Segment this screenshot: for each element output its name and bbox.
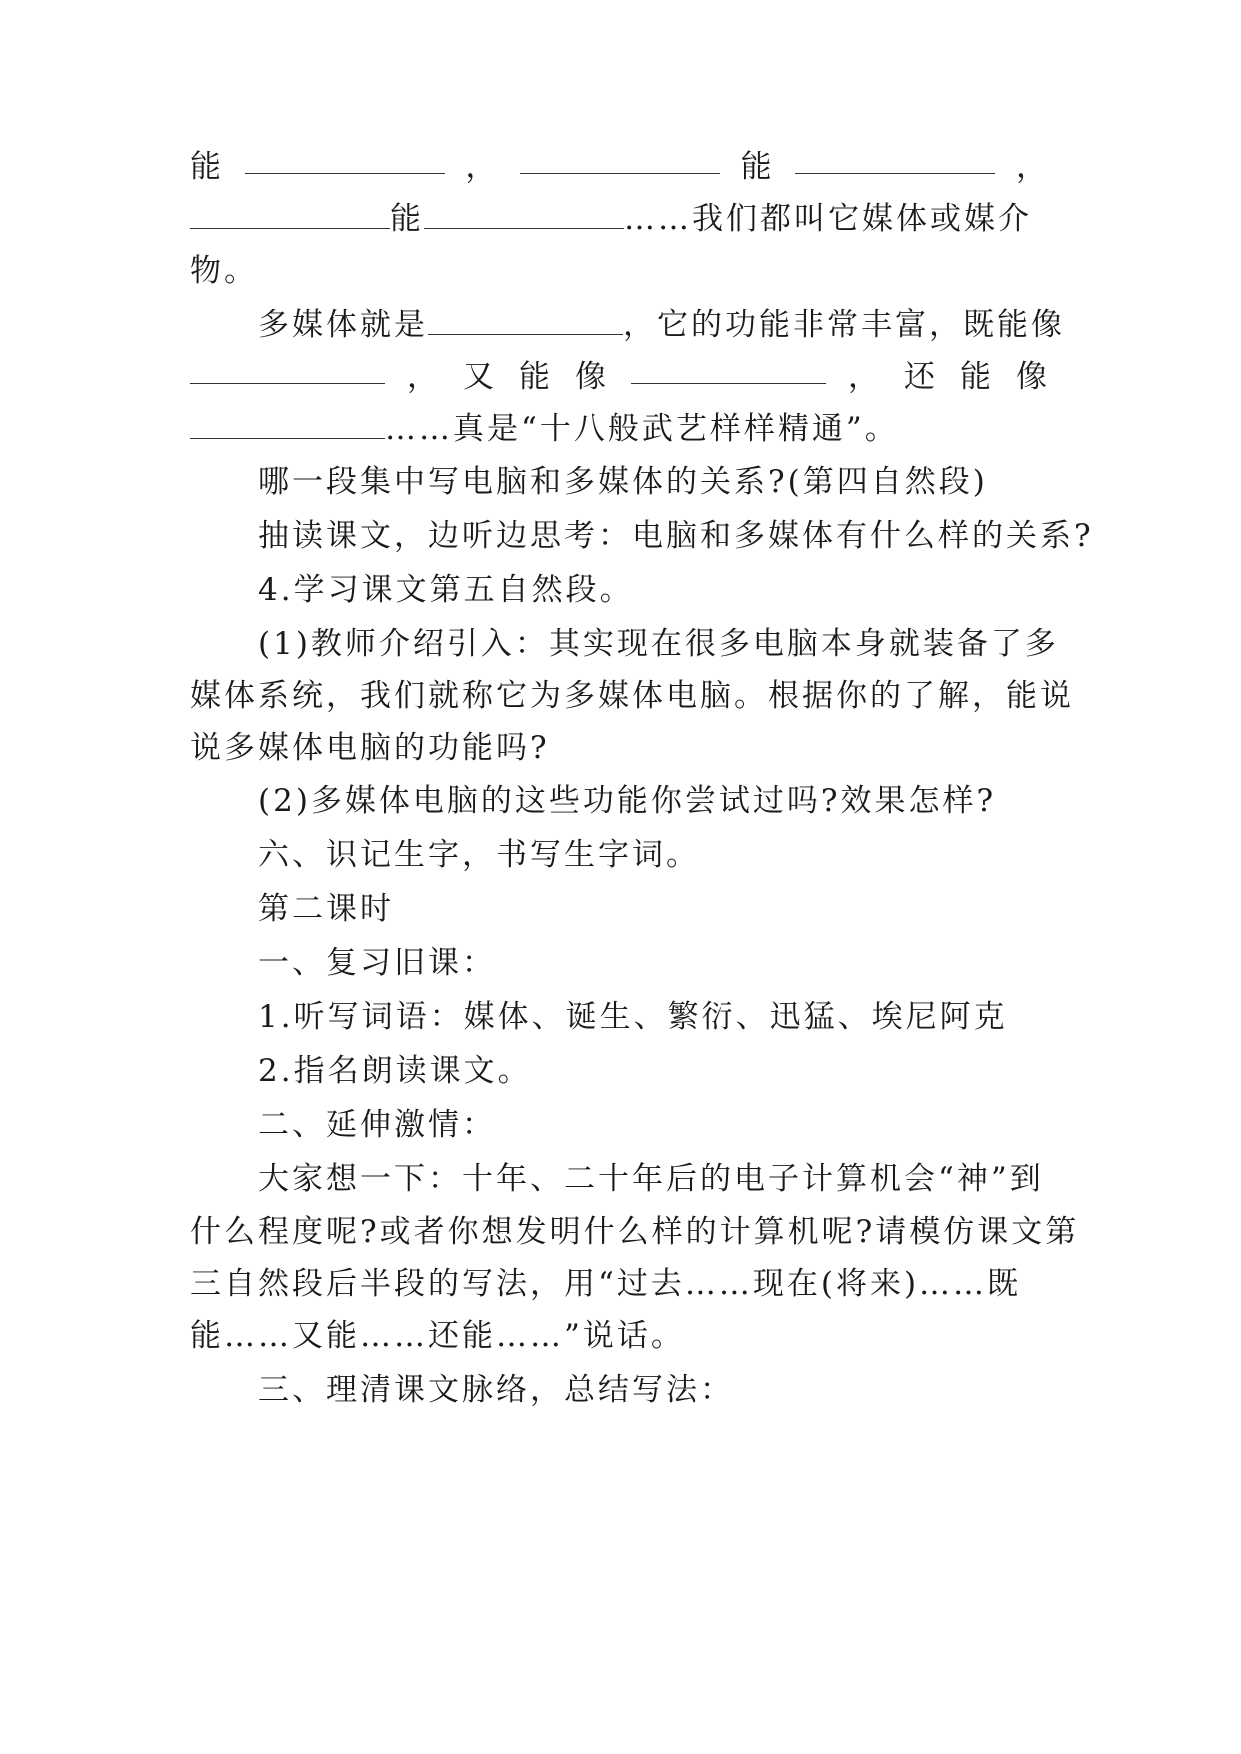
text: ，它的功能非常丰富，既能像 [623,307,1065,343]
text: ， [465,149,500,185]
paragraph: 哪一段集中写电脑和多媒体的关系?(第四自然段) [258,464,988,500]
text: 能 [519,359,553,395]
text: 还 [904,359,938,395]
paragraph: 1.听写词语：媒体、诞生、繁衍、迅猛、埃尼阿克 [258,999,1008,1035]
section-heading: 第二课时 [258,891,394,927]
blank-field [428,308,623,335]
fill-in-line-2 [190,199,1032,239]
paragraph-continued: 什么程度呢?或者你想发明什么样的计算机呢?请模仿课文第 [190,1214,1080,1250]
blank-field [631,357,826,384]
text: 能 [960,359,994,395]
fill-in-line-6 [190,409,899,449]
fill-in-line-4 [258,305,1065,345]
text: 又 [463,359,497,395]
text: 能 [190,149,224,185]
text: ， [1015,149,1050,185]
text: ， [407,359,441,395]
paragraph-continued: 三自然段后半段的写法，用“过去……现在(将来)……既 [190,1266,1022,1302]
blank-field [245,147,445,174]
blank-field [424,202,624,229]
paragraph: 六、识记生字，书写生字词。 [258,837,700,873]
text: 像 [575,359,609,395]
fill-in-line-1 [190,147,1050,187]
text: 多媒体就是 [258,307,428,343]
section-heading: 一、复习旧课： [258,945,496,981]
text: 能 [390,201,424,237]
blank-field [520,147,720,174]
blank-field [190,412,385,439]
blank-field [795,147,995,174]
text: ， [848,359,882,395]
paragraph: 抽读课文，边听边思考：电脑和多媒体有什么样的关系? [258,518,1094,554]
blank-field [190,202,390,229]
paragraph-continued: 媒体系统，我们就称它为多媒体电脑。根据你的了解，能说 [190,678,1074,714]
paragraph: 4.学习课文第五自然段。 [258,572,634,608]
text: 像 [1016,359,1050,395]
paragraph: (1)教师介绍引入：其实现在很多电脑本身就装备了多 [258,626,1059,662]
section-heading: 三、理清课文脉络，总结写法： [258,1372,734,1408]
blank-field [190,357,385,384]
text: 能 [740,149,775,185]
paragraph: 大家想一下：十年、二十年后的电子计算机会“神”到 [258,1161,1044,1197]
section-heading: 二、延伸激情： [258,1107,496,1143]
fill-in-line-5 [190,357,1050,397]
text: ……真是“十八般武艺样样精通”。 [385,411,899,447]
paragraph-continued: 说多媒体电脑的功能吗? [190,730,550,766]
fill-in-line-3: 物。 [190,253,258,289]
paragraph: (2)多媒体电脑的这些功能你尝试过吗?效果怎样? [258,783,997,819]
paragraph: 2.指名朗读课文。 [258,1053,532,1089]
text: ……我们都叫它媒体或媒介 [624,201,1032,237]
paragraph-continued: 能……又能……还能……”说话。 [190,1318,685,1354]
